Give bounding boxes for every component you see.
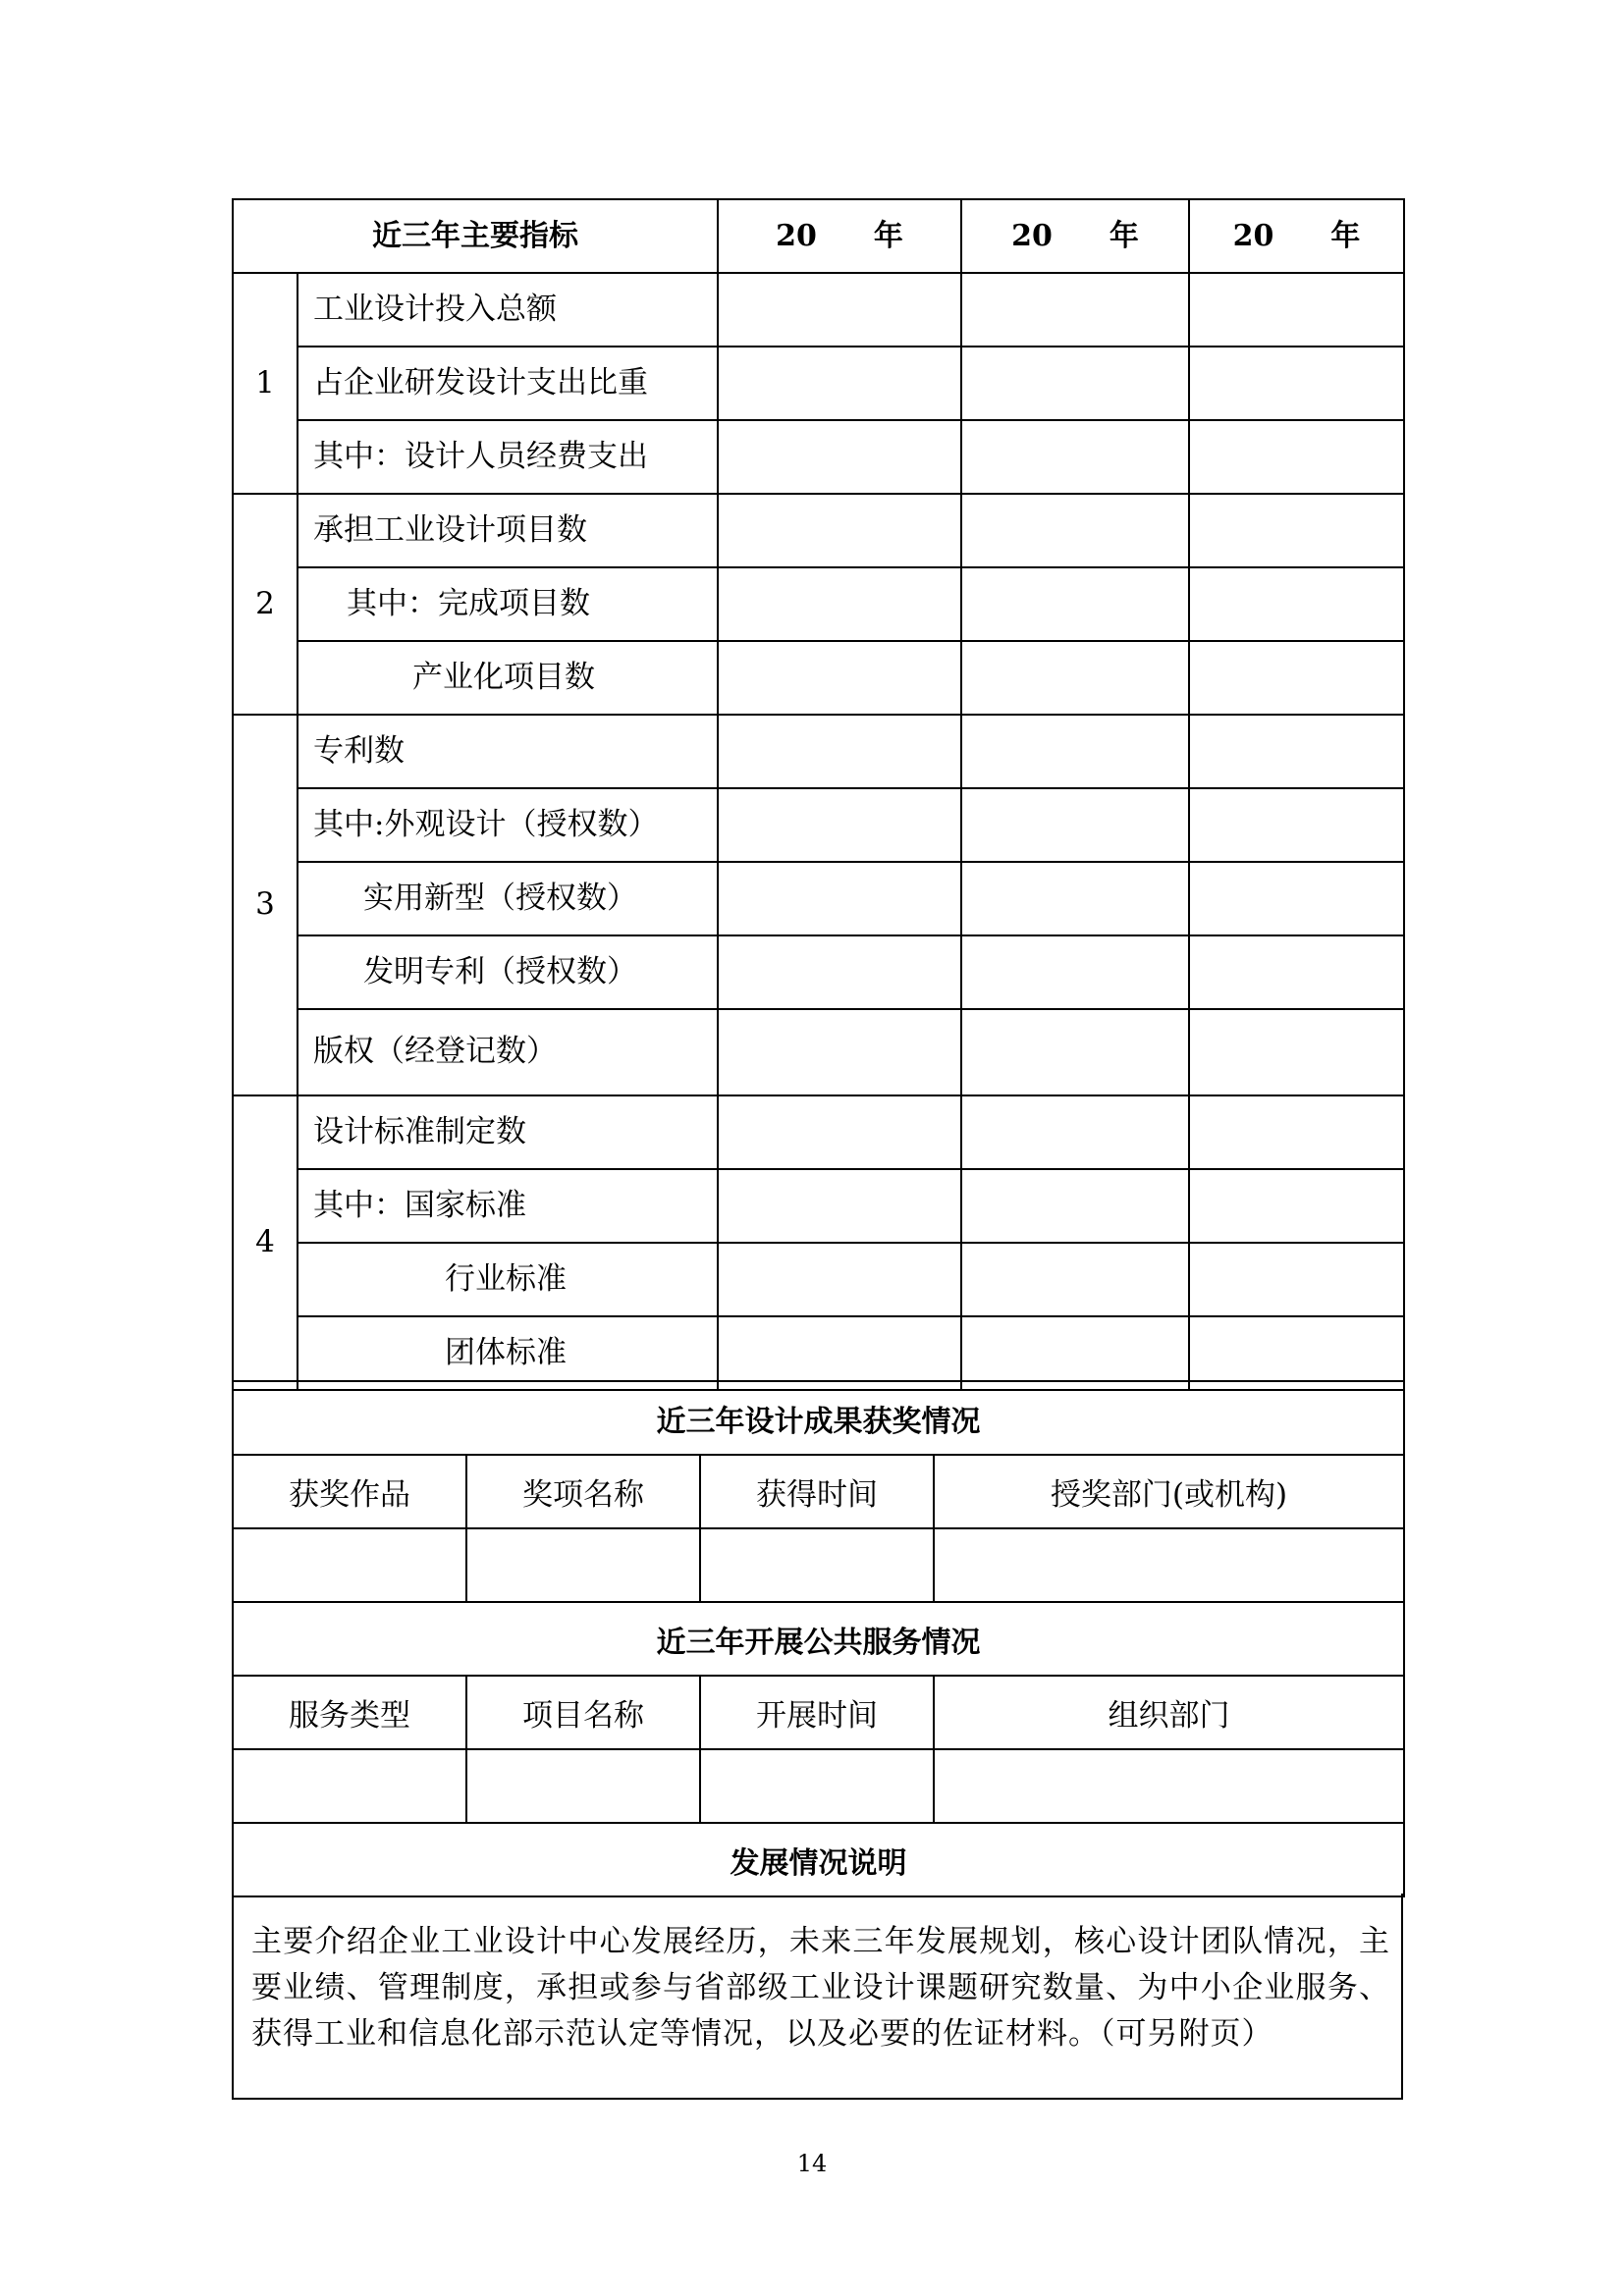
value-cell[interactable] xyxy=(718,420,961,494)
year-header-1 xyxy=(718,199,961,273)
value-cell[interactable] xyxy=(961,1169,1189,1243)
value-cell[interactable] xyxy=(961,347,1189,420)
indicators-title: 近三年主要指标 xyxy=(233,199,718,273)
input-cell[interactable] xyxy=(700,1528,934,1602)
value-cell[interactable] xyxy=(1189,715,1404,788)
value-cell[interactable] xyxy=(961,273,1189,347)
indicator-label: 版权（经登记数） xyxy=(298,1009,718,1095)
indicator-label: 团体标准 xyxy=(298,1316,718,1390)
page-number: 14 xyxy=(796,2150,828,2177)
table-row xyxy=(233,1095,1404,1169)
year-suffix: 年 xyxy=(873,218,903,253)
value-cell[interactable] xyxy=(1189,1095,1404,1169)
input-cell[interactable] xyxy=(934,1528,1404,1602)
indicator-label: 承担工业设计项目数 xyxy=(298,494,718,567)
year-header-2 xyxy=(961,199,1189,273)
indicator-label: 占企业研发设计支出比重 xyxy=(298,347,718,420)
year-prefix: 20 xyxy=(1011,218,1053,253)
indicators-header-row xyxy=(233,199,1404,273)
value-cell[interactable] xyxy=(961,420,1189,494)
value-cell[interactable] xyxy=(961,935,1189,1009)
column-header: 开展时间 xyxy=(700,1676,934,1749)
value-cell[interactable] xyxy=(1189,567,1404,641)
value-cell[interactable] xyxy=(961,641,1189,715)
value-cell[interactable] xyxy=(718,715,961,788)
value-cell[interactable] xyxy=(1189,862,1404,935)
column-header: 授奖部门(或机构) xyxy=(934,1455,1404,1528)
table-row xyxy=(233,1243,1404,1316)
value-cell[interactable] xyxy=(718,862,961,935)
input-cell[interactable] xyxy=(934,1749,1404,1823)
development-description-box[interactable] xyxy=(232,1894,1403,2100)
indicator-label: 行业标准 xyxy=(298,1243,718,1316)
table-row xyxy=(233,494,1404,567)
column-header: 组织部门 xyxy=(934,1676,1404,1749)
value-cell[interactable] xyxy=(1189,1316,1404,1390)
indicator-label: 发明专利（授权数） xyxy=(298,935,718,1009)
value-cell[interactable] xyxy=(718,1095,961,1169)
value-cell[interactable] xyxy=(1189,420,1404,494)
value-cell[interactable] xyxy=(1189,935,1404,1009)
awards-table xyxy=(232,1380,1405,1897)
value-cell[interactable] xyxy=(718,347,961,420)
column-header: 获奖作品 xyxy=(233,1455,466,1528)
column-header: 获得时间 xyxy=(700,1455,934,1528)
table-row xyxy=(233,862,1404,935)
input-cell[interactable] xyxy=(700,1749,934,1823)
group-number: 3 xyxy=(233,715,298,1095)
value-cell[interactable] xyxy=(961,1095,1189,1169)
value-cell[interactable] xyxy=(1189,494,1404,567)
services-title: 近三年开展公共服务情况 xyxy=(233,1602,1404,1676)
indicator-label: 产业化项目数 xyxy=(298,641,718,715)
table-row xyxy=(233,1169,1404,1243)
indicator-label: 工业设计投入总额 xyxy=(298,273,718,347)
value-cell[interactable] xyxy=(718,935,961,1009)
group-number: 4 xyxy=(233,1095,298,1390)
services-header-row xyxy=(233,1676,1404,1749)
indicators-table xyxy=(232,198,1405,1391)
value-cell[interactable] xyxy=(718,273,961,347)
column-header: 奖项名称 xyxy=(466,1455,700,1528)
value-cell[interactable] xyxy=(718,1316,961,1390)
value-cell[interactable] xyxy=(1189,1169,1404,1243)
year-suffix: 年 xyxy=(1109,218,1139,253)
value-cell[interactable] xyxy=(718,788,961,862)
table-row xyxy=(233,347,1404,420)
development-title: 发展情况说明 xyxy=(233,1823,1404,1896)
awards-title: 近三年设计成果获奖情况 xyxy=(233,1381,1404,1455)
value-cell[interactable] xyxy=(718,1009,961,1095)
year-header-3 xyxy=(1189,199,1404,273)
table-row xyxy=(233,641,1404,715)
awards-title-row xyxy=(233,1381,1404,1455)
value-cell[interactable] xyxy=(1189,1009,1404,1095)
column-header: 项目名称 xyxy=(466,1676,700,1749)
value-cell[interactable] xyxy=(1189,273,1404,347)
indicator-label: 其中：设计人员经费支出 xyxy=(298,420,718,494)
development-title-row xyxy=(233,1823,1404,1896)
value-cell[interactable] xyxy=(718,494,961,567)
value-cell[interactable] xyxy=(1189,641,1404,715)
value-cell[interactable] xyxy=(961,567,1189,641)
indicator-label: 专利数 xyxy=(298,715,718,788)
table-row xyxy=(233,935,1404,1009)
table-row xyxy=(233,1749,1404,1823)
value-cell[interactable] xyxy=(1189,788,1404,862)
value-cell[interactable] xyxy=(1189,347,1404,420)
input-cell[interactable] xyxy=(466,1749,700,1823)
value-cell[interactable] xyxy=(961,1316,1189,1390)
table-row xyxy=(233,420,1404,494)
value-cell[interactable] xyxy=(961,494,1189,567)
table-row xyxy=(233,1009,1404,1095)
indicator-label: 设计标准制定数 xyxy=(298,1095,718,1169)
input-cell[interactable] xyxy=(466,1528,700,1602)
table-row xyxy=(233,1528,1404,1602)
group-number: 1 xyxy=(233,273,298,494)
awards-section xyxy=(232,1382,1403,1897)
table-row xyxy=(233,273,1404,347)
value-cell[interactable] xyxy=(961,788,1189,862)
input-cell[interactable] xyxy=(233,1528,466,1602)
value-cell[interactable] xyxy=(718,567,961,641)
indicator-label: 实用新型（授权数） xyxy=(298,862,718,935)
value-cell[interactable] xyxy=(961,862,1189,935)
indicator-label: 其中：完成项目数 xyxy=(298,567,718,641)
table-row xyxy=(233,1316,1404,1390)
year-suffix: 年 xyxy=(1330,218,1361,253)
value-cell[interactable] xyxy=(961,1243,1189,1316)
value-cell[interactable] xyxy=(718,1169,961,1243)
value-cell[interactable] xyxy=(961,715,1189,788)
value-cell[interactable] xyxy=(718,1243,961,1316)
column-header: 服务类型 xyxy=(233,1676,466,1749)
services-title-row xyxy=(233,1602,1404,1676)
indicator-label: 其中：国家标准 xyxy=(298,1169,718,1243)
table-row xyxy=(233,567,1404,641)
year-prefix: 20 xyxy=(776,218,817,253)
indicator-label: 其中:外观设计（授权数） xyxy=(298,788,718,862)
value-cell[interactable] xyxy=(961,1009,1189,1095)
development-description: 主要介绍企业工业设计中心发展经历，未来三年发展规划，核心设计团队情况，主要业绩、管理制度，承担或参与省部级工业设计课题研究数量、为中小企业服务、获得工业和信息化部示范认定等情况，以及必要的佐证材料。（可另附页） xyxy=(251,1924,1390,2052)
group-number: 2 xyxy=(233,494,298,715)
table-row xyxy=(233,788,1404,862)
value-cell[interactable] xyxy=(1189,1243,1404,1316)
year-prefix: 20 xyxy=(1232,218,1274,253)
value-cell[interactable] xyxy=(718,641,961,715)
awards-header-row xyxy=(233,1455,1404,1528)
input-cell[interactable] xyxy=(233,1749,466,1823)
table-row xyxy=(233,715,1404,788)
